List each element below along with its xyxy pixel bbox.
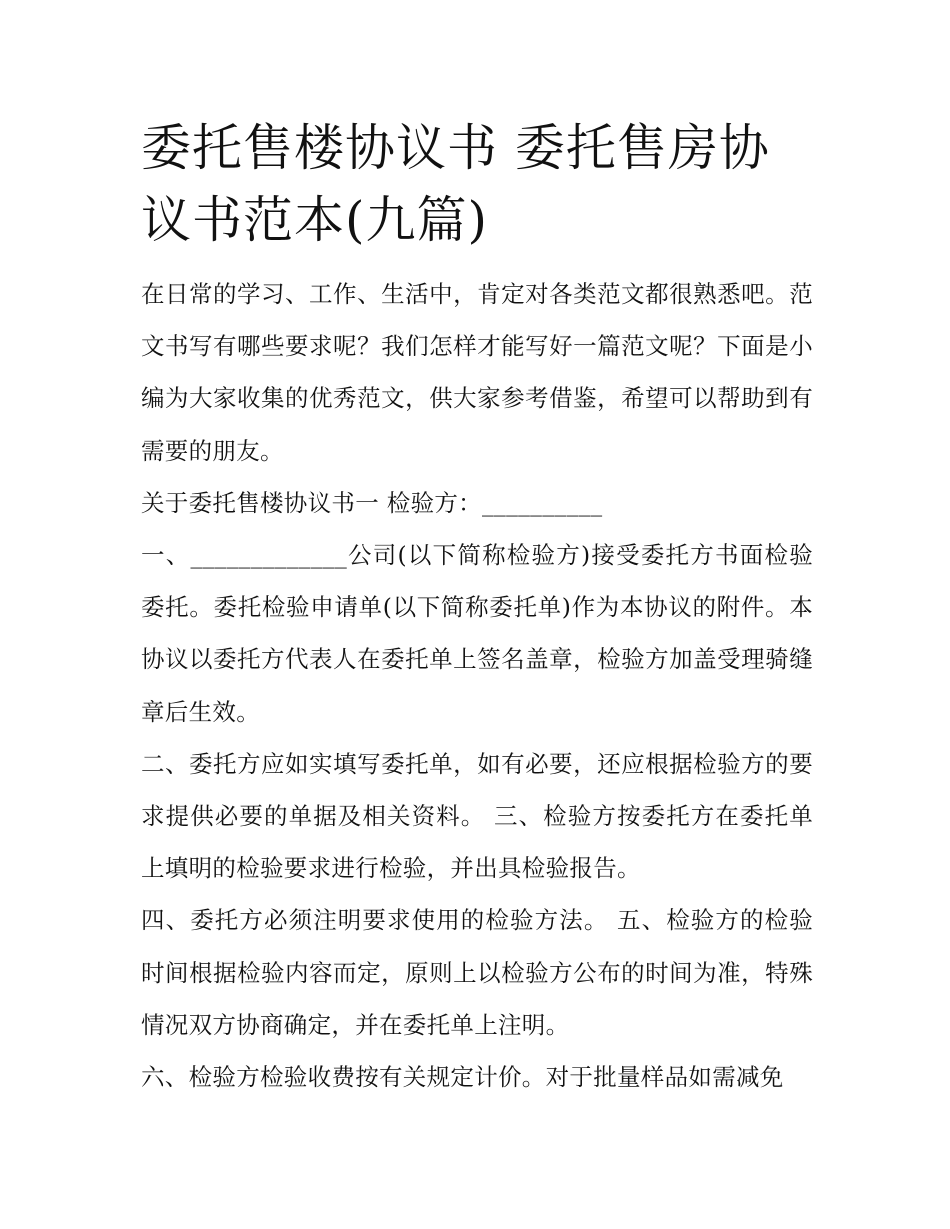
document-body <box>141 268 813 1103</box>
clause-paragraph: 六、检验方检验收费按有关规定计价。对于批量样品如需减免 <box>141 1063 784 1092</box>
document-title: 委托售楼协议书 委托售房协议书范本(九篇) <box>141 119 770 249</box>
clause-paragraph: 二、委托方应如实填写委托单，如有必要，还应根据检验方的要求提供必要的单据及相关资料。 三、检验方按委托方在委托单上填明的检验要求进行检验，并出具检验报告。 <box>141 749 813 883</box>
intro-paragraph: 在日常的学习、工作、生活中，肯定对各类范文都很熟悉吧。范文书写有哪些要求呢？我们怎样才能写好一篇范文呢？下面是小编为大家收集的优秀范文，供大家参考借鉴，希望可以帮助到有需要的朋友。 <box>141 280 813 465</box>
clause-paragraph: 四、委托方必须注明要求使用的检验方法。 五、检验方的检验时间根据检验内容而定，原则上以检验方公布的时间为准，特殊情况双方协商确定，并在委托单上注明。 <box>141 906 813 1039</box>
document-page <box>141 112 813 1103</box>
section-heading: 关于委托售楼协议书一 检验方：__________ <box>141 488 603 517</box>
clause-paragraph: 一、_____________公司(以下简称检验方)接受委托方书面检验委托。委托检验申请单(以下简称委托单)作为本协议的附件。本协议以委托方代表人在委托单上签名盖章，检验方加盖受理骑缝章后生效。 <box>141 541 813 726</box>
